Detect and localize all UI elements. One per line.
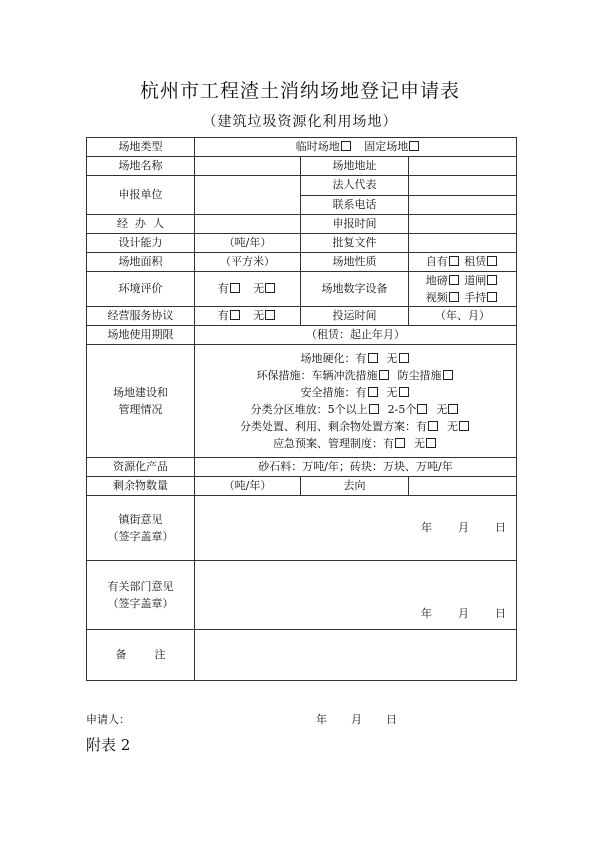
- construction-label-line2: 管理情况: [118, 403, 163, 416]
- approval-doc-field[interactable]: [409, 234, 517, 253]
- dept-year-label: 年: [421, 607, 432, 620]
- zoning-5plus-checkbox[interactable]: [369, 404, 379, 414]
- footer-month-label: 月: [351, 713, 362, 726]
- row-surplus: [87, 477, 517, 496]
- vehicle-wash-checkbox[interactable]: [379, 370, 389, 380]
- town-opinion-line1: 镇街意见: [118, 513, 163, 526]
- annex-label: 附表 2: [86, 736, 131, 754]
- surplus-label: 剩余物数量: [87, 477, 195, 496]
- emergency-plan-no-checkbox[interactable]: [426, 438, 436, 448]
- weighbridge-checkbox[interactable]: [449, 275, 459, 285]
- env-label: 环境评价: [87, 272, 195, 307]
- zoning-none-label: 无: [436, 403, 448, 416]
- row-handler: [87, 215, 517, 234]
- applicant-signature-label: 申请人：: [86, 713, 130, 726]
- emergency-plan-label: 应急预案、管理制度：有: [273, 437, 394, 450]
- hardening-yes-checkbox[interactable]: [368, 353, 378, 363]
- service-no-label: 无: [253, 309, 265, 322]
- service-options: [195, 307, 301, 326]
- hardening-no-label: 无: [386, 352, 398, 365]
- barrier-checkbox[interactable]: [487, 275, 497, 285]
- digital-device-label: 场地数字设备: [301, 272, 409, 307]
- apply-time-label: 申报时间: [301, 215, 409, 234]
- town-opinion-field[interactable]: [195, 496, 517, 561]
- site-address-field[interactable]: [409, 157, 517, 176]
- disposal-plan-no-label: 无: [447, 420, 458, 433]
- footer-day-label: 日: [386, 713, 397, 726]
- row-site-name: [87, 157, 517, 176]
- site-nature-options: [409, 253, 517, 272]
- zoning-none-checkbox[interactable]: [448, 404, 458, 414]
- construction-details: [195, 345, 517, 458]
- service-no-checkbox[interactable]: [265, 310, 275, 320]
- town-opinion-line2: （签字盖章）: [107, 530, 174, 543]
- remarks-field[interactable]: [195, 630, 517, 681]
- env-measures-label: 环保措施：车辆冲洗措施: [256, 369, 378, 382]
- site-name-field[interactable]: [195, 157, 301, 176]
- destination-field[interactable]: [409, 477, 517, 496]
- row-env: [87, 272, 517, 307]
- disposal-plan-yes-checkbox[interactable]: [428, 421, 438, 431]
- video-checkbox[interactable]: [449, 292, 459, 302]
- construction-label: [87, 345, 195, 458]
- surplus-field[interactable]: （吨/年）: [195, 477, 301, 496]
- env-no-checkbox[interactable]: [265, 283, 275, 293]
- emergency-plan-no-label: 无: [414, 437, 425, 450]
- opt-fixed-label: 固定场地: [364, 140, 409, 153]
- row-period: [87, 326, 517, 345]
- service-label: 经营服务协议: [87, 307, 195, 326]
- products-field[interactable]: 砂石料：万吨/年；砖块：万块、万吨/年: [195, 458, 517, 477]
- owned-label: 自有: [425, 255, 448, 268]
- temporary-site-checkbox[interactable]: [341, 141, 351, 151]
- service-yes-checkbox[interactable]: [230, 310, 240, 320]
- registration-form-table: [86, 137, 517, 681]
- capacity-field[interactable]: （吨/年）: [195, 234, 301, 253]
- construction-label-line1: 场地建设和: [113, 386, 168, 399]
- operation-time-field[interactable]: （年、月）: [409, 307, 517, 326]
- weighbridge-label: 地磅: [425, 274, 448, 287]
- remarks-label: 备 注: [87, 630, 195, 681]
- video-label: 视频: [425, 291, 448, 304]
- operation-time-label: 投运时间: [301, 307, 409, 326]
- town-month-label: 月: [458, 521, 469, 534]
- row-remarks: [87, 630, 517, 681]
- area-label: 场地面积: [87, 253, 195, 272]
- town-day-label: 日: [495, 521, 506, 534]
- approval-doc-label: 批复文件: [301, 234, 409, 253]
- env-yes-label: 有: [217, 282, 229, 295]
- destination-label: 去向: [301, 477, 409, 496]
- env-yes-checkbox[interactable]: [230, 283, 240, 293]
- handler-label: 经 办 人: [87, 215, 195, 234]
- row-applicant-1: [87, 176, 517, 196]
- row-construction: [87, 345, 517, 458]
- dept-opinion-line2: （签字盖章）: [107, 597, 174, 610]
- contact-phone-label: 联系电话: [301, 195, 409, 215]
- safety-label: 安全措施：有: [300, 386, 367, 399]
- area-field[interactable]: （平方米）: [195, 253, 301, 272]
- applicant-unit-label: 申报单位: [87, 176, 195, 215]
- row-capacity: [87, 234, 517, 253]
- dept-opinion-label: [87, 561, 195, 630]
- zoning-2-5-checkbox[interactable]: [417, 404, 427, 414]
- safety-no-label: 无: [386, 386, 398, 399]
- dust-measures-checkbox[interactable]: [443, 370, 453, 380]
- footer-date: [316, 711, 421, 727]
- dept-day-label: 日: [495, 607, 506, 620]
- fixed-site-checkbox[interactable]: [409, 141, 419, 151]
- town-year-label: 年: [421, 521, 432, 534]
- handler-field[interactable]: [195, 215, 301, 234]
- zoning-label: 分类分区堆放：5个以上: [250, 403, 368, 416]
- form-title: 杭州市工程渣土消纳场地登记申请表: [139, 80, 460, 102]
- handheld-label: 手持: [464, 291, 487, 304]
- handheld-checkbox[interactable]: [487, 292, 497, 302]
- env-no-label: 无: [253, 282, 265, 295]
- hardening-label: 场地硬化：有: [300, 352, 367, 365]
- safety-no-checkbox[interactable]: [399, 387, 409, 397]
- form-subtitle: （建筑垃圾资源化利用场地）: [202, 114, 398, 130]
- row-town-opinion: [87, 496, 517, 561]
- service-yes-label: 有: [217, 309, 229, 322]
- products-label: 资源化产品: [87, 458, 195, 477]
- capacity-label: 设计能力: [87, 234, 195, 253]
- dust-measures-label: 防尘措施: [397, 369, 442, 382]
- period-label: 场地使用期限: [87, 326, 195, 345]
- apply-time-field[interactable]: [409, 215, 517, 234]
- row-area: [87, 253, 517, 272]
- dept-opinion-line1: 有关部门意见: [107, 580, 174, 593]
- period-field[interactable]: （租赁：起止年月）: [195, 326, 517, 345]
- footer-year-label: 年: [316, 713, 327, 726]
- leased-checkbox[interactable]: [487, 256, 497, 266]
- disposal-plan-label: 分类处置、利用、剩余物处置方案：有: [240, 420, 427, 433]
- dept-opinion-field[interactable]: [195, 561, 517, 630]
- site-nature-label: 场地性质: [301, 253, 409, 272]
- opt-temporary-label: 临时场地: [295, 140, 340, 153]
- env-options: [195, 272, 301, 307]
- town-opinion-label: [87, 496, 195, 561]
- site-type-label: 场地类型: [87, 138, 195, 157]
- zoning-2-5-label: 2-5个: [387, 403, 417, 416]
- emergency-plan-yes-checkbox[interactable]: [395, 438, 405, 448]
- disposal-plan-no-checkbox[interactable]: [459, 421, 469, 431]
- contact-phone-field[interactable]: [409, 195, 517, 215]
- owned-checkbox[interactable]: [449, 256, 459, 266]
- legal-rep-label: 法人代表: [301, 176, 409, 196]
- leased-label: 租赁: [464, 255, 487, 268]
- safety-yes-checkbox[interactable]: [368, 387, 378, 397]
- row-dept-opinion: [87, 561, 517, 630]
- site-name-label: 场地名称: [87, 157, 195, 176]
- site-type-options: [195, 138, 517, 157]
- legal-rep-field[interactable]: [409, 176, 517, 196]
- site-address-label: 场地地址: [301, 157, 409, 176]
- applicant-unit-field[interactable]: [195, 176, 301, 215]
- row-site-type: [87, 138, 517, 157]
- dept-month-label: 月: [458, 607, 469, 620]
- row-products: [87, 458, 517, 477]
- digital-device-options: [409, 272, 517, 307]
- barrier-label: 道闸: [464, 274, 487, 287]
- row-service: [87, 307, 517, 326]
- hardening-no-checkbox[interactable]: [399, 353, 409, 363]
